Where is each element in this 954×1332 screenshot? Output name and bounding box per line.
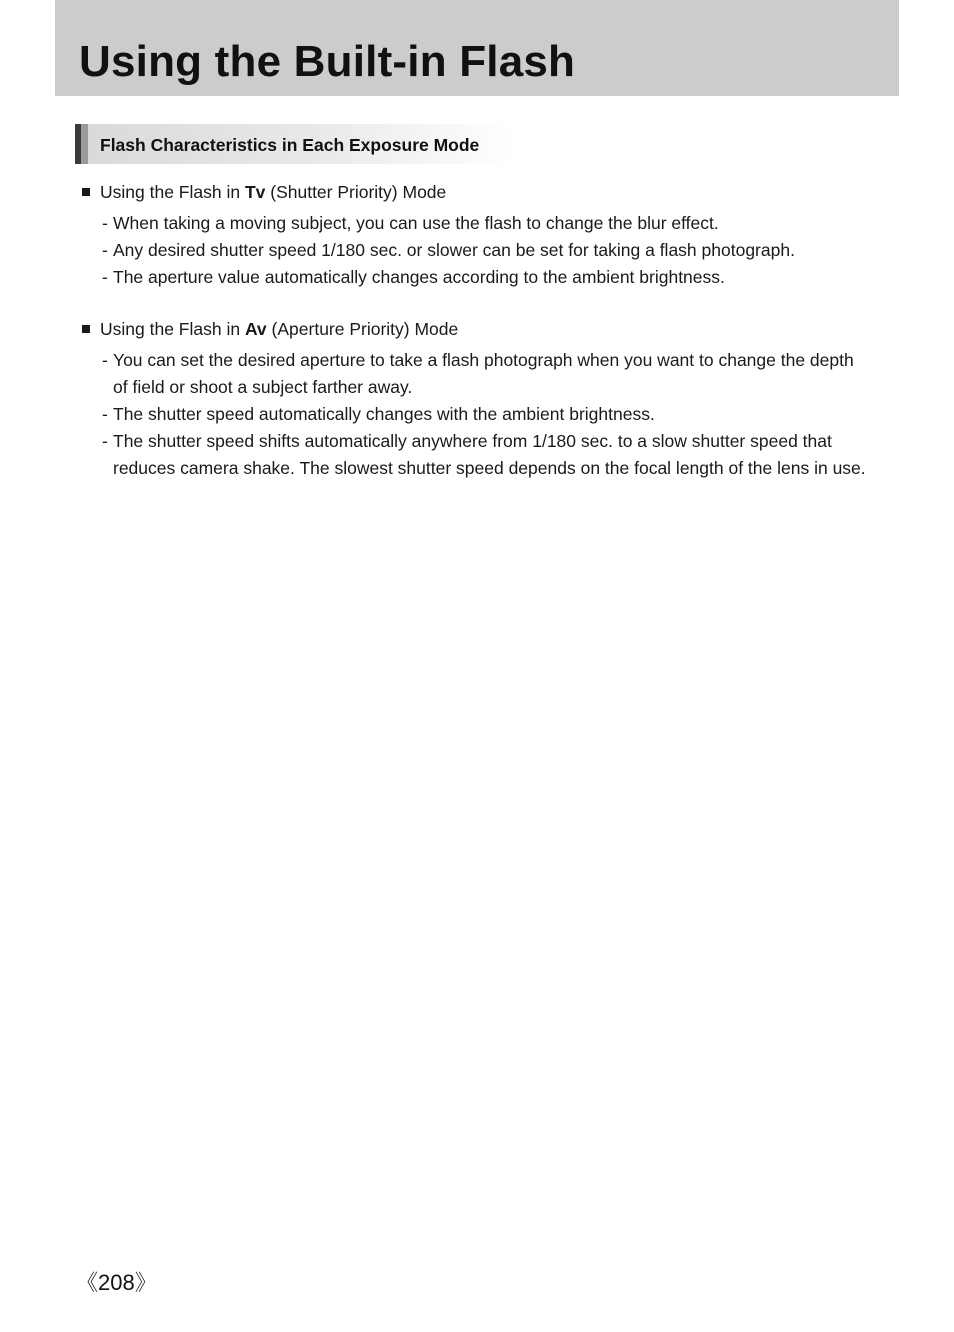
list-item-text: When taking a moving subject, you can use the flash to change the blur effect.	[113, 213, 719, 233]
heading-suffix: (Shutter Priority) Mode	[265, 182, 447, 202]
heading-prefix: Using the Flash in	[100, 182, 245, 202]
tv-mode-block	[82, 180, 882, 291]
section-header	[75, 124, 515, 164]
dash-marker: -	[102, 267, 108, 287]
heading-suffix: (Aperture Priority) Mode	[266, 319, 459, 339]
section-title: Flash Characteristics in Each Exposure Mode	[100, 135, 480, 155]
av-mode-heading	[82, 317, 882, 341]
dash-marker: -	[102, 431, 108, 451]
list-item-text: You can set the desired aperture to take a flash photograph when you want to change the depth of field or shoot a subject farther away.	[113, 350, 854, 397]
av-mode-heading-text	[100, 317, 458, 341]
list-item	[82, 428, 873, 482]
page-title: Using the Built-in Flash	[79, 37, 576, 86]
section-accent-bar-light	[81, 124, 88, 164]
av-mode-list	[82, 347, 882, 482]
heading-prefix: Using the Flash in	[100, 319, 245, 339]
list-item-text: The shutter speed automatically changes with the ambient brightness.	[113, 404, 655, 424]
dash-marker: -	[102, 213, 108, 233]
list-item	[82, 237, 873, 264]
av-mode-block	[82, 317, 882, 482]
tv-mode-list	[82, 210, 882, 291]
mode-name: Tv	[244, 182, 266, 202]
square-bullet-icon	[82, 325, 90, 333]
list-item	[82, 347, 873, 401]
list-item-text: The shutter speed shifts automatically anywhere from 1/180 sec. to a slow shutter speed that reduces camera shake. The slowest shutter speed depends on the focal length of the lens in use.	[113, 431, 866, 478]
dash-marker: -	[102, 404, 108, 424]
list-item	[82, 210, 873, 237]
dash-marker: -	[102, 350, 108, 370]
dash-marker: -	[102, 240, 108, 260]
list-item	[82, 264, 873, 291]
list-item-text: Any desired shutter speed 1/180 sec. or slower can be set for taking a flash photograph.	[113, 240, 795, 260]
tv-mode-heading	[82, 180, 882, 204]
title-banner	[55, 0, 899, 96]
square-bullet-icon	[82, 188, 90, 196]
mode-name: Av	[244, 319, 267, 339]
list-item	[82, 401, 873, 428]
page-number: 《208》	[76, 1270, 157, 1295]
tv-mode-heading-text	[100, 180, 446, 204]
list-item-text: The aperture value automatically changes according to the ambient brightness.	[113, 267, 725, 287]
